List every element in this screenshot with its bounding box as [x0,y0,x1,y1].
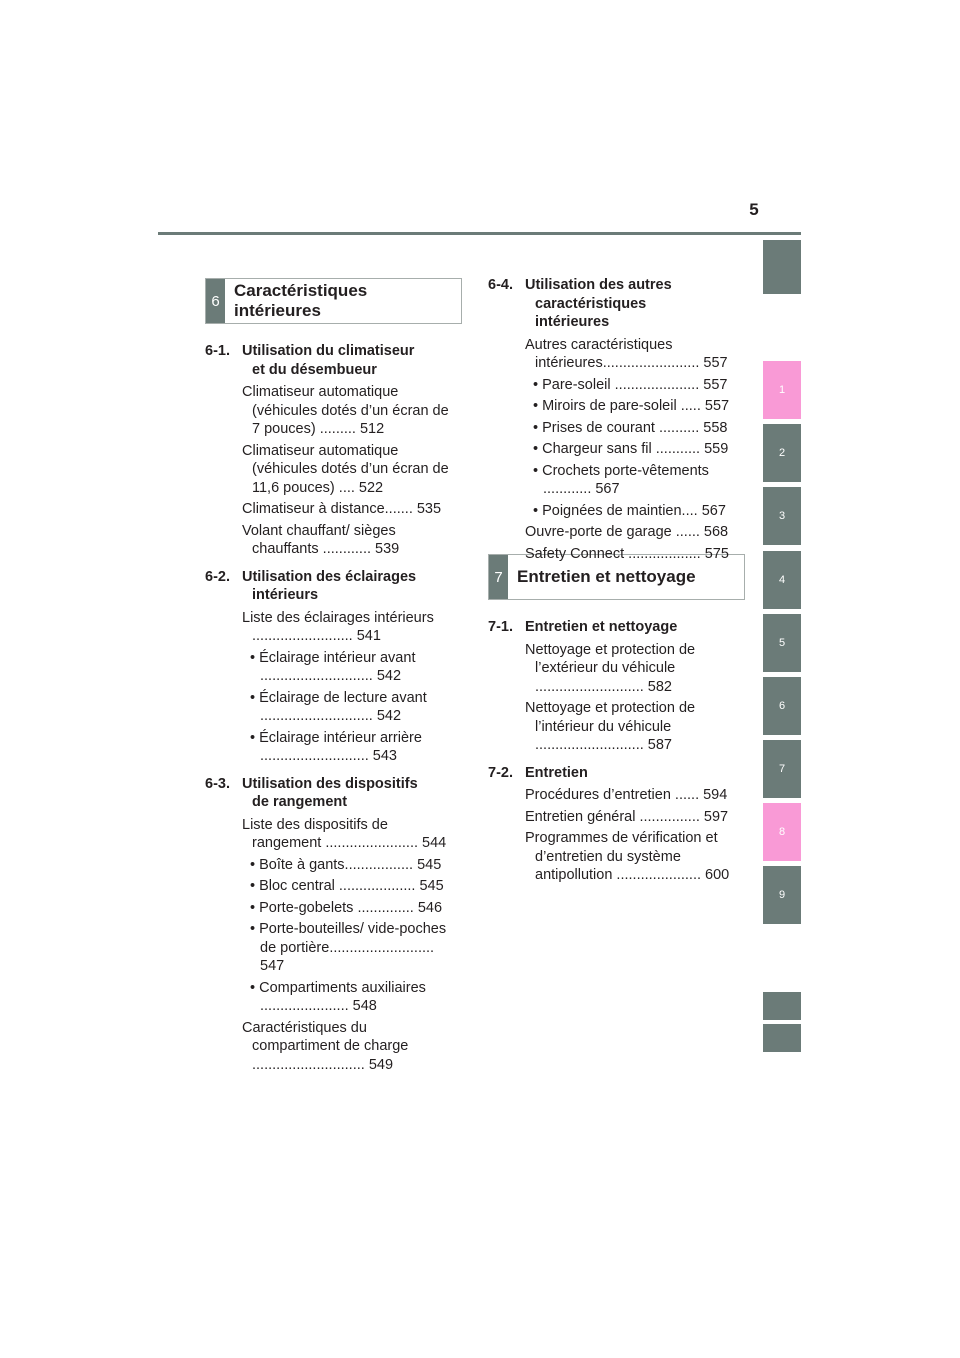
subsection-number: 7-2. [488,764,513,781]
toc-entry[interactable]: Programmes de vérification et d’entretien du système antipollution ..................... 600 [525,830,730,883]
subsection-title: Entretien [525,764,588,781]
subsection-number: 6-1. [205,343,230,359]
toc-entry[interactable]: Nettoyage et protection de l’intérieur du véhicule ........................... 587 [525,700,696,753]
header-rule [158,232,801,235]
toc-column-right-top [488,276,738,566]
section-number: 7 [489,555,508,599]
toc-entry[interactable]: • Éclairage intérieur arrière ........................... 543 [250,729,422,764]
toc-entry[interactable]: • Éclairage de lecture avant ............................ 542 [250,689,427,724]
toc-entry[interactable]: • Bloc central ................... 545 [250,878,444,894]
subsection-title: Entretien et nettoyage [525,619,678,635]
section-title: Caractéristiques intérieures [234,281,368,320]
subsection-number: 7-1. [488,619,513,635]
subsection-number: 6-4. [488,277,513,293]
toc-subsection[interactable] [488,764,738,783]
section-number: 6 [206,279,225,323]
chapter-tab-4[interactable]: 4 [763,551,801,609]
toc-entry[interactable]: Climatiseur automatique (véhicules dotés d’un écran de 7 pouces) ......... 512 [242,384,449,437]
section-header-6 [205,278,462,324]
chapter-tab-1[interactable]: 1 [763,361,801,419]
toc-entry[interactable]: • Miroirs de pare-soleil ..... 557 [533,398,730,414]
toc-subsection[interactable] [488,618,738,637]
subsection-title: Utilisation du climatiseur et du désembueur [242,343,415,378]
chapter-tab-8[interactable]: 8 [763,803,801,861]
toc-subsection[interactable] [488,276,738,332]
toc-entry[interactable]: Safety Connect .................. 575 [525,545,729,562]
toc-entry[interactable]: • Pare-soleil ..................... 557 [533,376,728,393]
chapter-tab-7[interactable]: 7 [763,740,801,798]
chapter-tab-3[interactable]: 3 [763,487,801,545]
toc-subsection[interactable] [205,342,455,379]
toc-entry[interactable]: • Éclairage intérieur avant ............................ 542 [250,649,416,684]
toc-entry[interactable]: Autres caractéristiques intérieures........................ 557 [525,336,728,371]
toc-entry[interactable]: Caractéristiques du compartiment de charge ............................ 549 [242,1019,409,1073]
section-title: Entretien et nettoyage [517,567,696,586]
toc-entry[interactable]: • Crochets porte-vêtements ............ 567 [533,462,709,497]
page-number: 5 [749,200,759,219]
toc-entry[interactable]: Entretien général ............... 597 [525,808,729,825]
toc-entry[interactable]: • Porte-bouteilles/ vide-poches de portière.......................... 547 [250,921,447,974]
subsection-number: 6-2. [205,568,230,585]
toc-entry[interactable]: Climatiseur automatique (véhicules dotés d’un écran de 11,6 pouces) .... 522 [242,442,449,496]
toc-entry[interactable]: Nettoyage et protection de l’extérieur du véhicule ........................... 582 [525,641,696,695]
chapter-tab-blank[interactable] [763,1024,801,1052]
toc-entry[interactable]: Liste des dispositifs de rangement ....................... 544 [242,816,447,851]
toc-entry[interactable]: • Poignées de maintien.... 567 [533,502,726,519]
chapter-tab-6[interactable]: 6 [763,677,801,735]
chapter-tab-2[interactable]: 2 [763,424,801,482]
toc-column-left [205,342,455,1077]
toc-entry[interactable]: • Chargeur sans fil ........... 559 [533,441,729,457]
chapter-tab-9[interactable]: 9 [763,866,801,924]
toc-entry[interactable]: • Compartiments auxiliaires ...................... 548 [250,979,426,1014]
toc-column-right-bottom [488,618,738,888]
subsection-title: Utilisation des dispositifs de rangement [242,775,418,810]
toc-entry[interactable]: Liste des éclairages intérieurs ......................... 541 [242,609,434,644]
chapter-tab-blank[interactable] [763,992,801,1020]
chapter-tab-blank[interactable] [763,240,801,294]
subsection-title: Utilisation des autres caractéristiques intérieures [525,277,672,330]
subsection-number: 6-3. [205,775,230,792]
toc-subsection[interactable] [205,568,455,605]
toc-entry[interactable]: Volant chauffant/ sièges chauffants ............ 539 [242,522,400,557]
toc-entry[interactable]: Ouvre-porte de garage ...... 568 [525,524,729,540]
toc-entry[interactable]: Procédures d’entretien ...... 594 [525,787,728,803]
toc-entry[interactable]: • Prises de courant .......... 558 [533,419,728,436]
subsection-title: Utilisation des éclairages intérieurs [242,568,417,603]
toc-entry[interactable]: Climatiseur à distance....... 535 [242,501,442,517]
toc-entry[interactable]: • Boîte à gants................. 545 [250,856,442,873]
toc-subsection[interactable] [205,775,455,812]
toc-entry[interactable]: • Porte-gobelets .............. 546 [250,899,443,916]
chapter-tab-5[interactable]: 5 [763,614,801,672]
